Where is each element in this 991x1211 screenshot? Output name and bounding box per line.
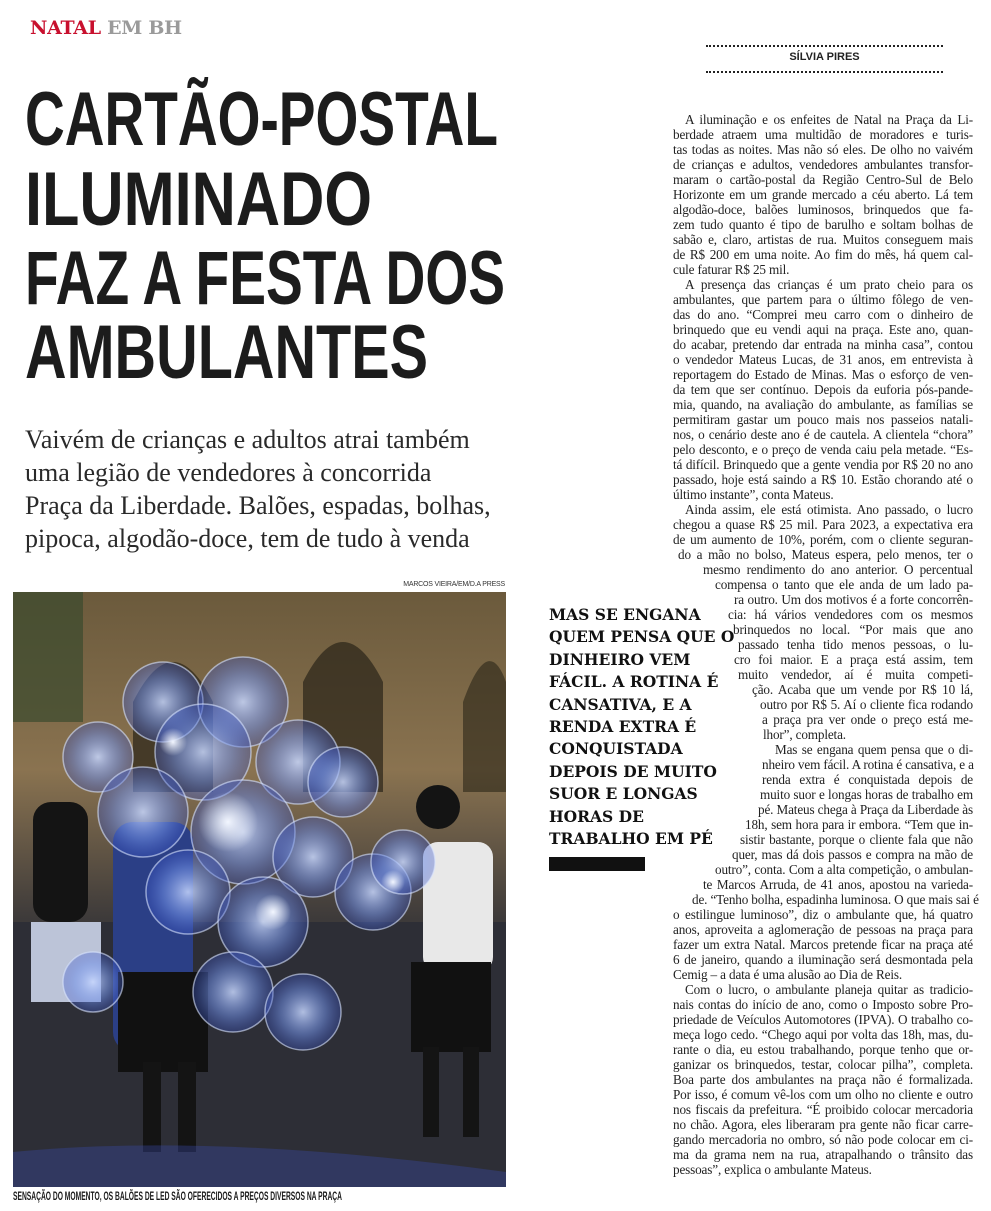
article-line: Ainda assim, ele está otimista. Ano passado, o lucro (685, 502, 973, 517)
pull-quote-line: HORAS DE (549, 806, 644, 826)
dek (25, 423, 491, 555)
article-line: priedade de Veículos Automotores (IPVA). O trabalho co- (673, 1012, 973, 1027)
article-line: 6 de janeiro, quando a iluminação será desmontada pela (673, 952, 973, 967)
byline-rule-top (706, 45, 943, 47)
article-line: o estilingue luminoso”, diz o ambulante que, há quatro (673, 907, 973, 922)
pull-quote-line: QUEM PENSA QUE O (549, 627, 735, 647)
article-line: compensa o tanto que ele anda de um lado pa- (715, 577, 973, 592)
article-line: ra outro. Um dos motivos é a forte concorrên- (734, 592, 973, 607)
article-line: passado tenha tido menos pessoas, o lu- (738, 637, 973, 652)
pull-quote-line: CANSATIVA, E A (549, 694, 692, 714)
article-line: reportagem do Estado de Minas. Mas o esforço de ven- (673, 367, 973, 382)
article-line: ção. Acaba que um vende por R$ 10 lá, (752, 682, 973, 697)
article-line: rante o dia, eu estou trabalhando, porque tenho que or- (673, 1042, 973, 1057)
kicker-sub: EM BH (107, 17, 182, 39)
article-line: 18h, sem hora para ir embora. “Tem que in- (745, 817, 973, 832)
photo-caption-text: SENSAÇÃO DO MOMENTO, OS BALÕES DE LED SÃO OFERECIDOS A PREÇOS DIVERSOS NA PRAÇA (13, 1191, 577, 1203)
dek-line: uma legião de vendedores à concorrida (25, 458, 432, 487)
article-line: mesmo rendimento do ano anterior. O percentual (703, 562, 973, 577)
article-line: gando mercadoria no ombro, só não pode colocar em ci- (673, 1132, 973, 1147)
photo-led-balloons (13, 592, 506, 1187)
article-line: muito suor e longas horas de trabalho em (760, 787, 973, 802)
article-line: ambulantes, que partem para o último fôlego de ven- (673, 292, 973, 307)
pull-quote-line: RENDA EXTRA É (549, 717, 697, 737)
article-line: fazer um extra Natal. Marcos pretende ficar na praça até (673, 937, 973, 952)
article-line: sabão e, claro, artistas de rua. Muitos conseguem mais (673, 232, 973, 247)
dek-line: Praça da Liberdade. Balões, espadas, bolhas, (25, 491, 491, 520)
article-line: pé. Mateus chega à Praça da Liberdade às (758, 802, 973, 817)
headline (0, 0, 530, 400)
pull-quote-line: DEPOIS DE MUITO (549, 761, 717, 781)
article-line: Mas se engana quem pensa que o di- (775, 742, 973, 757)
article-line: anos, aproveita a aglomeração de pessoas na praça para (673, 922, 973, 937)
pull-quote-line: FÁCIL. A ROTINA É (549, 672, 719, 692)
article-line: de crianças e adultos, vendedores ambulantes transfor- (673, 157, 973, 172)
article-line: permitiram gastar um pouco mais nos passeios natali- (673, 412, 973, 427)
article-line: A iluminação e os enfeites de Natal na Praça da Li- (685, 112, 973, 127)
headline-line: FAZ A FESTA DOS (25, 236, 505, 321)
pull-quote-line: MAS SE ENGANA (549, 605, 701, 624)
article-line: lhor”, completa. (763, 727, 846, 742)
article-line: ma da grama nem na rua, atrapalhando o trânsito das (673, 1147, 973, 1162)
article-line: de. “Tenho bolha, espadinha luminosa. O que mais sai é (692, 892, 979, 907)
kicker-main: NATAL (30, 17, 101, 39)
article-line: Horizonte em um grande mercado a céu aberto. Lá tem (673, 187, 973, 202)
article-line: cia: há vários vendedores com os mesmos (728, 607, 973, 622)
article-line: nheiro vem fácil. A rotina é cansativa, e a (762, 757, 974, 772)
article-line: Cemig – a data é uma alusão ao Dia de Reis. (673, 967, 903, 982)
article-line: muito vendedor, aí é muita competi- (738, 667, 973, 682)
headline-line: CARTÃO-POSTAL (25, 77, 498, 162)
article-line: a praça pra ver onde o preço está me- (762, 712, 973, 727)
article-line: meça logo cedo. “Chego aqui por volta das 18h, mas, du- (673, 1027, 973, 1042)
article-line: Boa parte dos ambulantes na praça não é formalizada. (673, 1072, 973, 1087)
article-line: Por isso, é comum vê-los com um olho no cliente e outro (673, 1087, 973, 1102)
article-line: de R$ 200 em uma noite. Ao fim do mês, há quem cal- (673, 247, 973, 262)
pull-quote-line: SUOR E LONGAS (549, 784, 698, 804)
article-line: chegou a quase R$ 25 mil. Para 2023, a expectativa era (673, 517, 973, 532)
article-line: último instante”, conta Mateus. (673, 487, 834, 502)
article-line: berdade atraem uma multidão de moradores e turis- (673, 127, 973, 142)
headline-line: ILUMINADO (25, 157, 372, 242)
article-line: brinquedo que eu vendi aqui na praça. Este ano, quan- (673, 322, 973, 337)
headline-line: AMBULANTES (25, 310, 428, 395)
article-line: tas todas as noites. Mas não só eles. De olho no vaivém (673, 142, 973, 157)
article-line: do a mão no bolso, Mateus espera, pelo menos, ter o (678, 547, 973, 562)
article-line: passado, hoje está saindo a R$ 10. Estão chorando até o (673, 472, 973, 487)
article-line: algodão-doce, balões luminosos, brinquedos que fa- (673, 202, 973, 217)
article-line: sistir bastante, porque o cliente fala que não (740, 832, 973, 847)
article-line: pelo desconto, e o preço de venda caiu pela metade. “Es- (673, 442, 973, 457)
article-line: ganizar os brinquedos, testar, colocar pilha”, completa. (673, 1057, 973, 1072)
article-line: Com o lucro, o ambulante planeja quitar as tradicio- (685, 982, 973, 997)
article-body (673, 112, 979, 1177)
article-line: nos, o cenário deste ano é de cautela. A clientela “chora” (673, 427, 973, 442)
article-line: de um aumento de 10%, porém, com o cliente seguran- (673, 532, 973, 547)
article-line: nais contas do início de ano, como o Imposto sobre Pro- (673, 997, 973, 1012)
article-line: brinquedos no local. “Por mais que ano (733, 622, 973, 637)
dek-line: pipoca, algodão-doce, tem de tudo à venda (25, 524, 470, 553)
dek-line: Vaivém de crianças e adultos atrai também (25, 425, 470, 454)
article-line: maram o cartão-postal da Região Centro-Sul de Belo (673, 172, 973, 187)
article-line: outro por R$ 5. Aí o cliente fica rodando (760, 697, 973, 712)
pull-quote-line: TRABALHO EM PÉ (549, 829, 713, 849)
article-line: no chão. Agora, eles liberaram pra gente não ficar carre- (673, 1117, 973, 1132)
article-line: te Marcos Arruda, de 41 anos, apostou na varieda- (703, 877, 973, 892)
article-line: nos fiscais da prefeitura. “É proibido colocar mercadoria (673, 1102, 973, 1117)
article-line: da tem que ser contínuo. Depois da euforia pós-pande- (673, 382, 973, 397)
article-line: tá difícil. Brinquedo que a gente vendia por R$ 20 no ano (673, 457, 973, 472)
article-line: cule faturar R$ 25 mil. (673, 262, 790, 277)
pull-quote-line: DINHEIRO VEM (549, 649, 691, 669)
photo-caption (0, 1186, 577, 1208)
article-line: outro”, conta. Com a alta competição, o ambulan- (715, 862, 973, 877)
article-line: das do ano. “Comprei meu carro com o dinheiro de (673, 307, 973, 322)
pull-quote-bar (549, 857, 645, 871)
pull-quote-line: CONQUISTADA (549, 739, 683, 759)
photo-credit: MARCOS VIEIRA/EM/D.A PRESS (403, 581, 505, 588)
article-line: pessoas”, explica o ambulante Mateus. (673, 1162, 872, 1177)
article-line: A presença das crianças é um prato cheio para os (685, 277, 973, 292)
byline-rule-bottom (706, 71, 943, 73)
article-line: zem tudo quanto é tipo de barulho e soltam bolhas de (673, 217, 973, 232)
article-line: cro foi maior. E a praça está assim, tem (734, 652, 973, 667)
article-line: quer, mas dá dois passos e compra na mão de (732, 847, 973, 862)
article-line: do acabar, pretendo dar entrada na minha casa”, contou (673, 337, 973, 352)
article-line: mia, quando, na avaliação do ambulante, as famílias se (673, 397, 973, 412)
byline: SÍLVIA PIRES (789, 51, 860, 63)
article-line: o vendedor Mateus Lucas, de 31 anos, em entrevista à (673, 352, 973, 367)
article-line: renda extra é conquistada depois de (762, 772, 973, 787)
